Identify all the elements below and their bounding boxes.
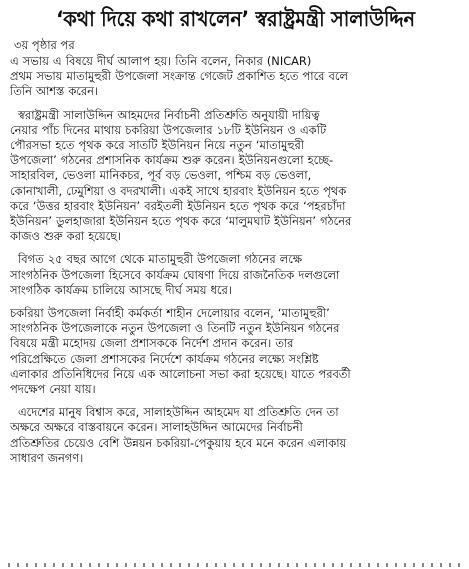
paragraph-line: অক্ষরে অক্ষরে বাস্তবায়নে করেন। সালাহউদ্দিন আমেদের নির্বাচনী bbox=[10, 420, 303, 435]
paragraph-line: করে ‘উত্তর হারবাং ইউনিয়ন’ বরইতলী ইউনিয়ন হতে পৃথক করে ‘পহরচাঁদা bbox=[10, 198, 346, 213]
paragraph-line: সাংগঠনিক উপজেলা হিসেবে কার্যক্রম ঘোষণা দিয়ে রাজনৈতিক দলগুলো bbox=[10, 267, 340, 282]
paragraph-line: সাংগঠনিক উপজেলাকে নতুন উপজেলা ও তিনটি নতুন ইউনিয়ন গঠনের bbox=[10, 321, 340, 336]
paragraph-line: কাজও শুরু করা হয়েছে। bbox=[10, 229, 122, 244]
paragraph-2 bbox=[10, 108, 461, 245]
paragraph-1 bbox=[10, 54, 461, 100]
cropped-next-line bbox=[8, 563, 461, 567]
paragraph-line: সাহারবিল, ভেওলা মানিকচর, পূর্ব বড় ভেওলা, পশ্চিম বড় ভেওলা, bbox=[10, 168, 312, 183]
paragraph-line: পৌরসভা হতে পৃথক করে সাতটি ইউনিয়ন নিয়ে নতুন ‘মাতামুহুরী bbox=[10, 138, 305, 153]
paragraph-4 bbox=[10, 306, 461, 397]
continued-from-note: ৩য় পৃষ্ঠার পর bbox=[14, 38, 75, 52]
paragraph-5 bbox=[10, 405, 461, 466]
paragraph-line: সাধারণ জনগণ। bbox=[10, 450, 84, 465]
paragraph-line: তিনি আশস্ত করেন। bbox=[10, 84, 99, 99]
paragraph-line: চকরিয়া উপজেলা নির্বাহী কর্মকর্তা শাহীন দেলোয়ার বলেন, ‘মাতামুহুরী’ bbox=[10, 306, 330, 321]
article-body bbox=[10, 54, 461, 466]
paragraph-line: সাংগঠিক কার্যক্রম চালিয়ে আসছে দীর্ঘ সময় ধরে। bbox=[10, 282, 232, 297]
paragraph-line: এলাকার প্রতিনিধিদের নিয়ে এক আলোচনা সভা করা হয়েছে। যাতে পরবর্তী bbox=[10, 366, 351, 381]
paragraph-line: প্রতিশ্রুতির চেয়েও বেশি উন্নয়ন চকরিয়া-পেকুয়ায় হবে মনে করেন এলাকায় bbox=[10, 435, 347, 450]
paragraph-line: নেয়ার পাঁচ দিনের মাথায় চকরিয়া উপজেলার ১৮টি ইউনিয়ন ও একটি bbox=[10, 122, 327, 137]
paragraph-line: কোনাখালী, ঢেমুশিয়া ও বদরখালী। একই সাথে হারবাং ইউনিয়ন হতে পৃথক bbox=[10, 183, 347, 198]
paragraph-line: প্রথম সভায় মাতামুহুরী উপজেলা সংক্রান্ত গেজেট প্রকাশিত হতে পারে বলে bbox=[10, 69, 348, 84]
paragraph-line: পরিপ্রেক্ষিতে জেলা প্রশাসকের নির্দেশে কার্যক্রম গঠনের লক্ষ্যে সংশ্লিষ্ট bbox=[10, 351, 319, 366]
paragraph-line: এদেশের মানুষ বিশ্বাস করে, সালাহউদ্দিন আহমেদ যা প্রতিশ্রুতি দেন তা bbox=[18, 405, 339, 420]
article-headline: ‘কথা দিয়ে কথা রাখলেন’ স্বরাষ্ট্রমন্ত্রী সালাউদ্দিন bbox=[56, 7, 415, 31]
paragraph-line: বিষয়ে মন্ত্রী মহোদয় জেলা প্রশাসককে নির্দেশ প্রদান করেন। তার bbox=[10, 336, 294, 351]
paragraph-3 bbox=[10, 252, 461, 298]
paragraph-line: ইউনিয়ন’ ডুলহাজারা ইউনিয়ন হতে পৃথক করে ‘মালুমঘাট ইউনিয়ন’ গঠনের bbox=[10, 214, 352, 229]
paragraph-line: স্বরাষ্ট্রমন্ত্রী সালাউদ্দিন আহমদের নির্বাচনী প্রতিশ্রুতি অনুযায়ী দায়িত্ব bbox=[18, 107, 320, 122]
paragraph-line: এ সভায় এ বিষয়ে দীর্ঘ আলাপ হয়। তিনি বলেন, নিকার (NICAR) bbox=[10, 54, 312, 68]
paragraph-line: বিগত ২৫ বছর আগে থেকে মাতামুহুরী উপজেলা গঠনের লক্ষে bbox=[18, 252, 303, 267]
paragraph-line: পদক্ষেপ নেয়া যায়। bbox=[10, 382, 96, 397]
paragraph-line: উপজেলা’ গঠনের প্রশাসনিক কার্যক্রম শুরু করেন। ইউনিয়নগুলো হচ্ছে- bbox=[10, 153, 334, 168]
